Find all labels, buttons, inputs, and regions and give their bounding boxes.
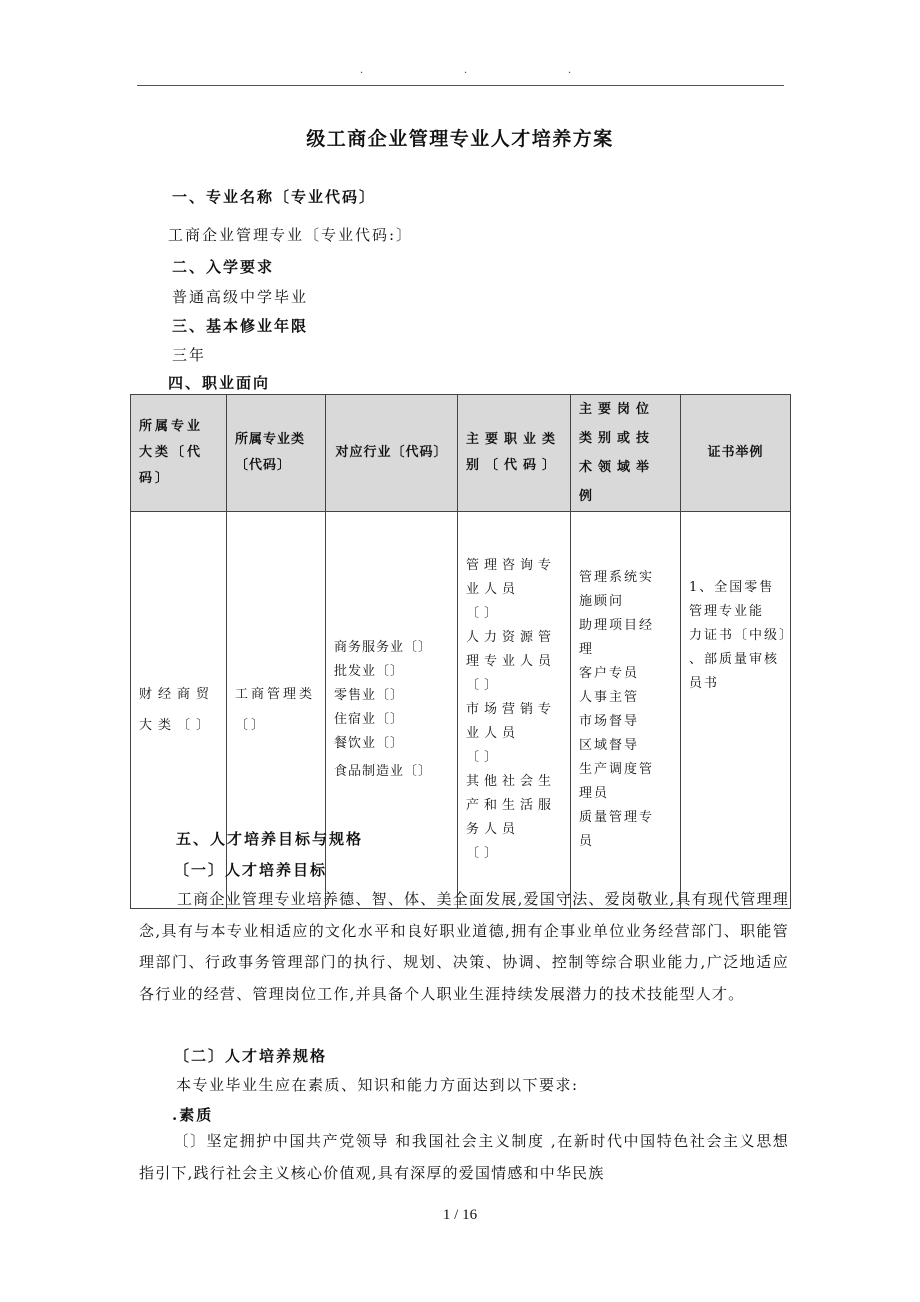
page-number: 1 / 16: [442, 1207, 478, 1223]
section-heading-admission: 二、入学要求: [172, 258, 275, 276]
major-name-text: 工商企业管理专业〔专业代码:〕: [168, 226, 414, 244]
header-occupation: 主要职业类别〔代码〕: [458, 395, 571, 512]
admission-text: 普通高级中学毕业: [172, 288, 309, 306]
subsection-heading-training-spec: 〔二〕人才培养规格: [174, 1047, 328, 1065]
section-heading-major-name: 一、专业名称〔专业代码〕: [172, 188, 377, 206]
cell-positions: 管理系统实 施顾问 助理项目经 理 客户专员 人事主管 市场督导 区域督导 生产调度管 理员 质量管理专 员: [571, 512, 681, 909]
quality-heading: .素质: [172, 1106, 214, 1124]
cell-occupations: 管理咨询专 业人员 〔〕 人力资源管 理专业人员 〔〕 市场营销专 业人员 〔〕 其他社会生 产和生活服 务人员 〔〕: [458, 512, 571, 909]
header-major-category: 所属专业大类〔代码〕: [131, 395, 227, 512]
quality-paragraph: 〔〕坚定拥护中国共产党领导 和我国社会主义制度 ,在新时代中国特色社会主义思想指引下,践行社会主义核心价值观,具有深厚的爱国情感和中华民族: [139, 1132, 789, 1182]
section-heading-career: 四、职业面向: [168, 374, 271, 392]
page-header-dots: [0, 66, 920, 80]
duration-text: 三年: [172, 346, 207, 364]
header-dot: .: [464, 65, 468, 76]
subsection-heading-training-goal: 〔一〕人才培养目标: [174, 861, 328, 879]
header-rule: [137, 85, 784, 86]
header-dot: .: [568, 65, 572, 76]
document-title: 级工商企业管理专业人才培养方案: [306, 128, 614, 150]
header-position: 主要岗位类别或技术领域举例: [571, 395, 681, 512]
cell-major-category: 财经商贸 大类〔〕: [131, 512, 227, 909]
table-header-row: [131, 395, 791, 512]
header-dot: .: [360, 65, 364, 76]
cell-major-class: 工商管理类 〔〕: [227, 512, 326, 909]
section-heading-duration: 三、基本修业年限: [172, 317, 309, 335]
training-goal-paragraph: 工商企业管理专业培养德、智、体、美全面发展,爱国守法、爱岗敬业,具有现代管理理念,具有与本专业相适应的文化水平和良好职业道德,拥有企事业单位业务经营部门、职能管理部门、行政事务管理部门的执行、规划、决策、协调、控制等综合职业能力,广泛地适应各行业的经营、管理岗位工作,并具备个人职业生涯持续发展潜力的技术技能型人才。: [139, 890, 789, 1003]
section-heading-training-goals: 五、人才培养目标与规格: [176, 830, 364, 848]
header-major-class: 所属专业类〔代码〕: [227, 395, 326, 512]
header-industry: 对应行业〔代码〕: [326, 395, 458, 512]
cell-certificates: 1、全国零售 管理专业能 力证书〔中级〕 、部质量审核 员书: [681, 512, 791, 909]
cell-industries: 商务服务业〔〕 批发业〔〕 零售业〔〕 住宿业〔〕 餐饮业〔〕 食品制造业〔〕: [326, 512, 458, 909]
header-certificate: 证书举例: [681, 395, 791, 512]
training-spec-intro: 本专业毕业生应在素质、知识和能力方面达到以下要求:: [176, 1076, 579, 1094]
